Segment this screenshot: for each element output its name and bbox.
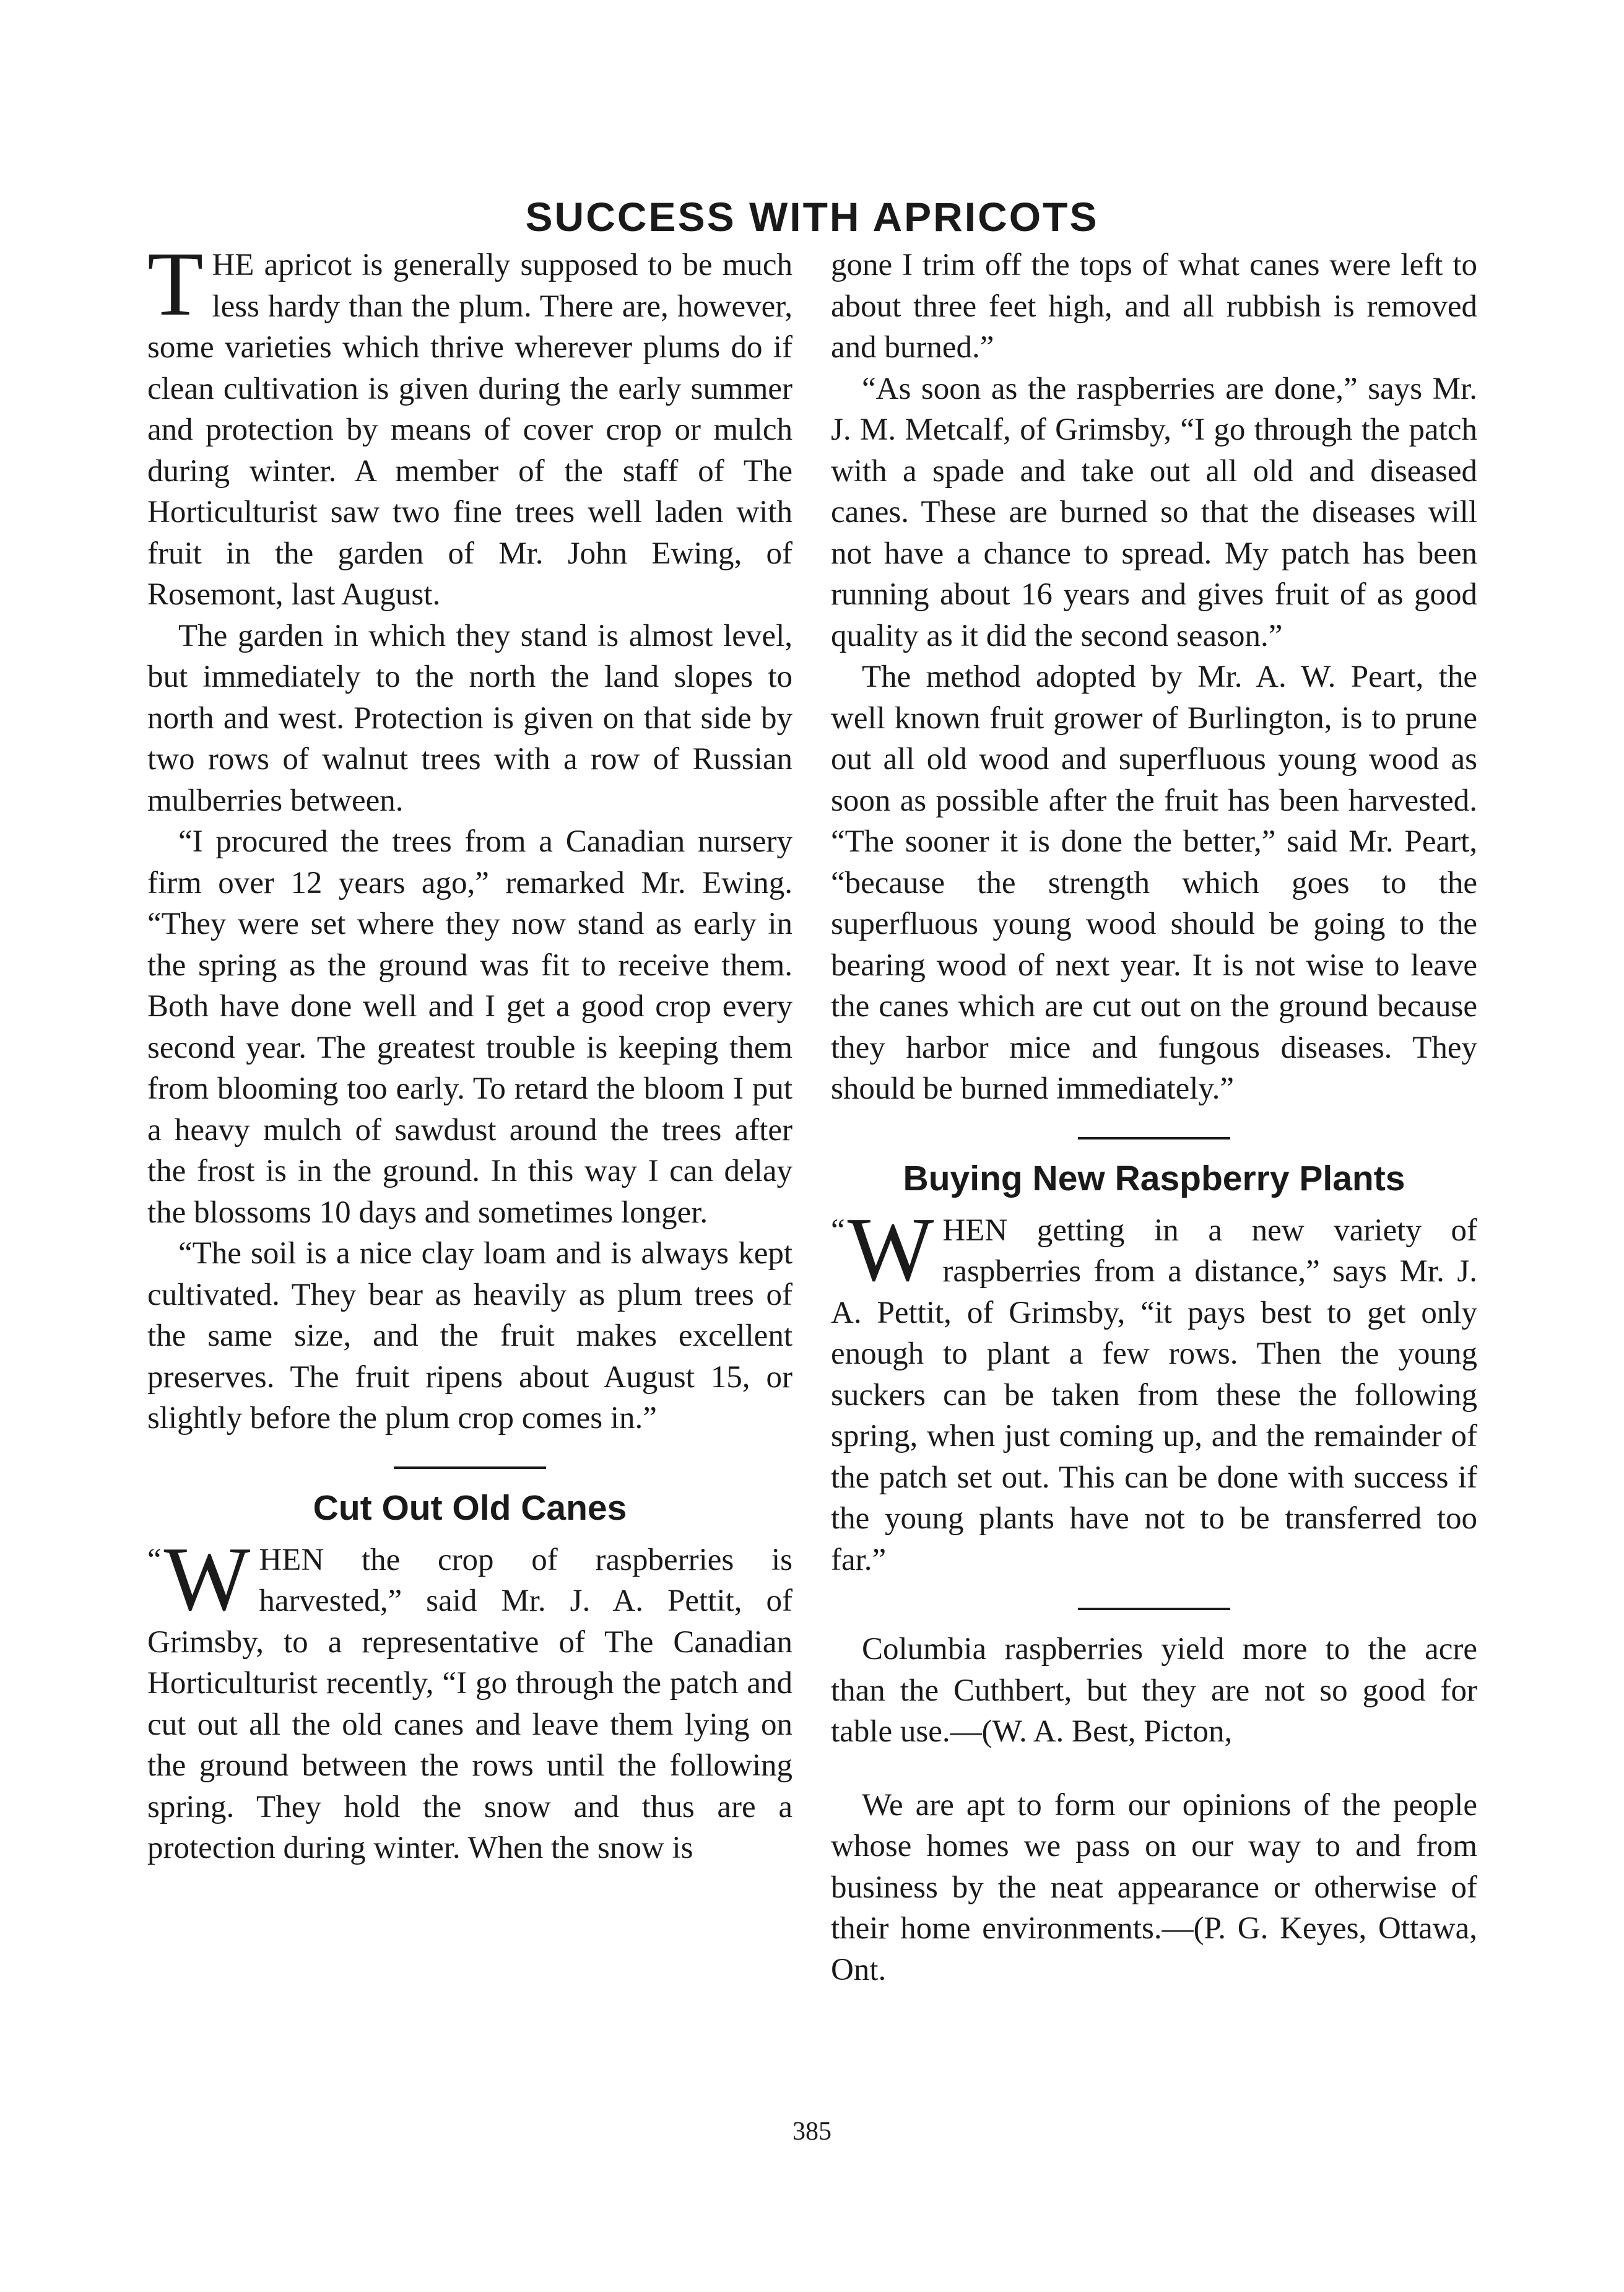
section-heading: Cut Out Old Canes (313, 1488, 627, 1528)
paragraph-text: HE apricot is generally supposed to be much less hardy than the plum. There are, however, some varieties which thrive wherever plums do if clean cultivation is given during the early summer and protection by means of cover crop or mulch during winter. A member of the staff of The Horticulturist saw two fine trees well laden with fruit in the garden of Mr. John Ewing, of Rosemont, last August. (147, 248, 792, 612)
note-paragraph: Columbia raspberries yield more to the acre than the Cuthbert, but they are not so good for table use.—(W. A. Best, Picton, (831, 1632, 1477, 1749)
drop-cap: W (847, 1198, 934, 1301)
paragraph-text: HEN the crop of raspberries is harvested,” said Mr. J. A. Pettit, of Grimsby, to a representative of The Canadian Horticulturist recently, “I go through the patch and cut out all the old canes and leave them lying on the ground between the rows until the following spring. They hold the snow and thus are a protection during winter. When the snow is (147, 1542, 792, 1865)
left-column (147, 233, 792, 1869)
section-paragraph (831, 1198, 1477, 1581)
continued-paragraph: gone I trim off the tops of what canes were left to about three feet high, and all rubbish is removed and burned.” (831, 248, 1477, 365)
note-paragraph: We are apt to form our opinions of the people whose homes we pass on our way to and from business by the neat appearance or otherwise of their home environments.—(P. G. Keyes, Ottawa, Ont. (831, 1787, 1477, 1987)
article-paragraph (147, 233, 792, 616)
right-column (831, 245, 1477, 1990)
article-paragraph: “I procured the trees from a Canadian nursery firm over 12 years ago,” remarked Mr. Ewing. “They were set where they now stand as early in the spring as the ground was fit to receive them. Both have done well and I get a good crop every second year. The greatest trouble is keeping them from blooming too early. To retard the bloom I put a heavy mulch of sawdust around the trees after the frost is in the ground. In this way I can delay the blossoms 10 days and sometimes longer. (147, 824, 792, 1230)
paragraph-text: HEN getting in a new variety of raspberries from a distance,” says Mr. J. A. Pettit, of Grimsby, “it pays best to get only enough to plant a few rows. Then the young suckers can be taken from these the following spring, when just coming up, and the remainder of the patch set out. This can be done with success if the young plants have not to be transferred too far.” (831, 1213, 1477, 1577)
page-title: SUCCESS WITH APRICOTS (525, 194, 1099, 240)
section-paragraph (147, 1528, 792, 1869)
drop-cap: W (163, 1528, 251, 1630)
open-quote: “ (831, 1213, 845, 1248)
section-divider (1078, 1608, 1230, 1610)
open-quote: “ (147, 1542, 162, 1577)
page-number: 385 (792, 2117, 832, 2146)
section-divider (394, 1466, 546, 1469)
section-heading: Buying New Raspberry Plants (903, 1158, 1405, 1198)
section-divider (1078, 1137, 1230, 1139)
article-paragraph: The method adopted by Mr. A. W. Peart, the well known fruit grower of Burlington, is to prune out all old wood and superfluous young wood as soon as possible after the fruit has been harvested. “The sooner it is done the better,” said Mr. Peart, “because the strength which goes to the superfluous young wood should be going to the bearing wood of next year. It is not wise to leave the canes which are cut out on the ground because they harbor mice and fungous diseases. They should be burned immediately.” (831, 660, 1477, 1106)
drop-cap: T (147, 233, 204, 335)
article-paragraph: “The soil is a nice clay loam and is always kept cultivated. They bear as heavily as plum trees of the same size, and the fruit makes excellent preserves. The fruit ripens about August 15, or slightly before the plum crop comes in.” (147, 1236, 792, 1436)
article-paragraph: “As soon as the raspberries are done,” says Mr. J. M. Metcalf, of Grimsby, “I go through the patch with a spade and take out all old and diseased canes. These are burned so that the diseases will not have a chance to spread. My patch has been running about 16 years and gives fruit of as good quality as it did the second season.” (831, 371, 1477, 653)
article-paragraph: The garden in which they stand is almost level, but immediately to the north the land slopes to north and west. Protection is given on that side by two rows of walnut trees with a row of Russian mulberries between. (147, 618, 792, 818)
